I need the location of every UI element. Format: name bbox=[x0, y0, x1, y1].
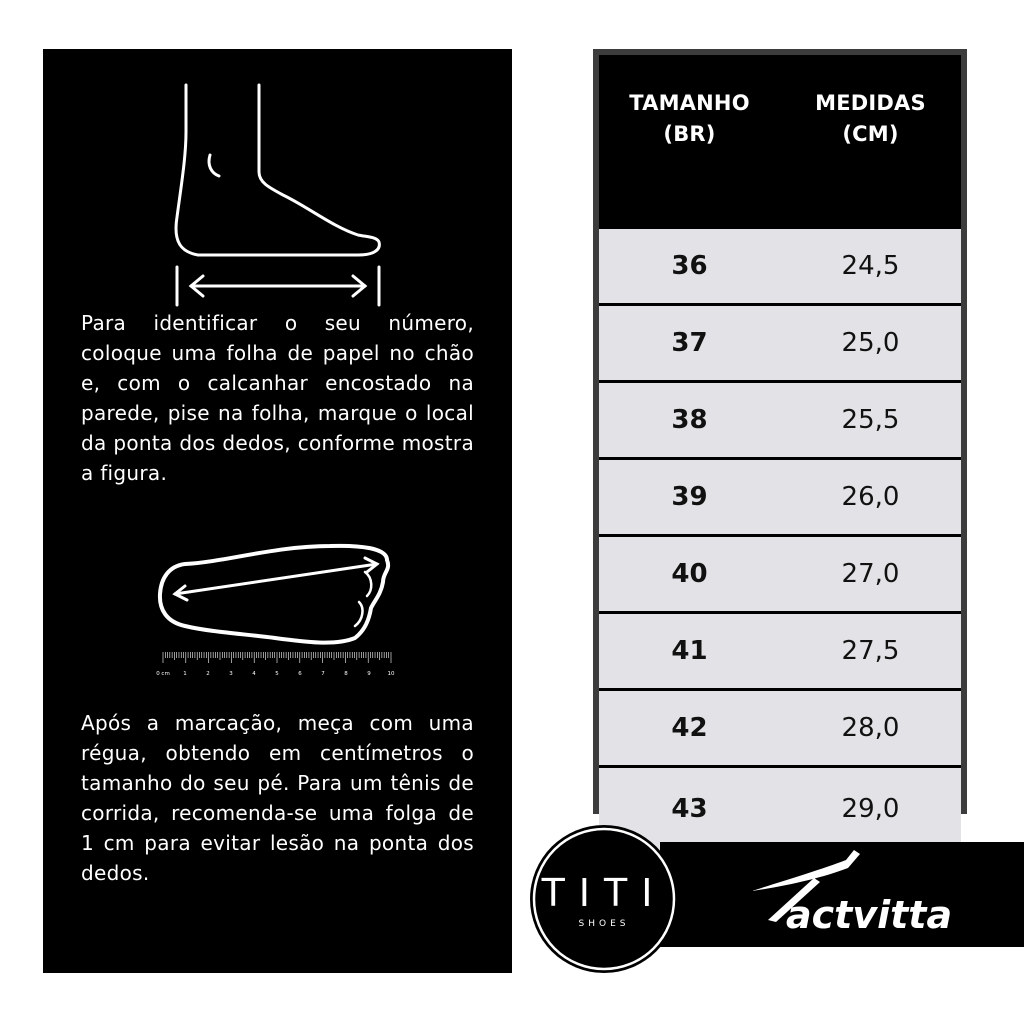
table-row bbox=[599, 303, 961, 380]
size-chart-body bbox=[599, 229, 961, 824]
measure-cell: 24,5 bbox=[841, 251, 900, 281]
column-header-size-line: TAMANHO bbox=[629, 91, 750, 115]
table-row bbox=[599, 611, 961, 688]
size-cell: 37 bbox=[671, 328, 708, 358]
instruction-step-2: Após a marcação, meça com uma régua, obtendo em centímetros o tamanho do seu pé. Para um tênis de corrida, recomenda-se uma folga de 1 cm para evitar lesão na ponta dos dedos. bbox=[81, 711, 474, 885]
column-header-size-line: (BR) bbox=[663, 122, 716, 146]
ruler-label: 10 bbox=[387, 671, 395, 677]
size-cell: 38 bbox=[671, 405, 708, 435]
measuring-guide-panel bbox=[43, 49, 512, 973]
foot-outline-illustration bbox=[155, 542, 395, 652]
ruler-label: 7 bbox=[321, 671, 325, 677]
column-header-measure-line: (CM) bbox=[842, 122, 899, 146]
measure-cell: 29,0 bbox=[841, 794, 900, 824]
ruler-label: 1 bbox=[183, 671, 187, 677]
brand-logos bbox=[524, 822, 1024, 977]
table-row bbox=[599, 688, 961, 765]
measure-cell: 27,5 bbox=[841, 636, 900, 666]
measure-cell: 28,0 bbox=[841, 713, 900, 743]
store-name: TITI bbox=[541, 871, 667, 915]
size-cell: 43 bbox=[671, 794, 708, 824]
column-header-size bbox=[599, 88, 780, 150]
table-row bbox=[599, 534, 961, 611]
size-cell: 39 bbox=[671, 482, 708, 512]
size-cell: 42 bbox=[671, 713, 708, 743]
column-header-measure-line: MEDIDAS bbox=[815, 91, 926, 115]
ruler-label: 0 cm bbox=[156, 671, 170, 677]
size-cell: 41 bbox=[671, 636, 708, 666]
store-tagline: SHOES bbox=[578, 919, 630, 929]
ruler-label: 3 bbox=[229, 671, 233, 677]
ruler-label: 2 bbox=[206, 671, 210, 677]
ruler-label: 5 bbox=[275, 671, 279, 677]
size-cell: 36 bbox=[671, 251, 708, 281]
ruler-label: 4 bbox=[252, 671, 256, 677]
size-chart-header bbox=[599, 55, 961, 229]
size-chart-table bbox=[593, 49, 967, 824]
measure-cell: 26,0 bbox=[841, 482, 900, 512]
table-row bbox=[599, 229, 961, 303]
ruler-label: 8 bbox=[344, 671, 348, 677]
ruler-illustration bbox=[156, 648, 396, 681]
ruler-label: 9 bbox=[367, 671, 371, 677]
titi-shoes-logo bbox=[530, 825, 678, 973]
measure-cell: 25,0 bbox=[841, 328, 900, 358]
measure-cell: 25,5 bbox=[841, 405, 900, 435]
actvitta-logo bbox=[752, 850, 952, 937]
measure-cell: 27,0 bbox=[841, 559, 900, 589]
size-cell: 40 bbox=[671, 559, 708, 589]
table-row bbox=[599, 380, 961, 457]
column-header-measure bbox=[780, 88, 961, 150]
partner-name: actvitta bbox=[786, 893, 953, 937]
instruction-step-1: Para identificar o seu número, coloque uma folha de papel no chão e, com o calcanhar encostado na parede, pise na folha, marque o local da ponta dos dedos, conforme mostra a figura. bbox=[81, 311, 474, 485]
table-row bbox=[599, 457, 961, 534]
foot-side-illustration bbox=[153, 77, 403, 287]
ruler-label: 6 bbox=[298, 671, 302, 677]
